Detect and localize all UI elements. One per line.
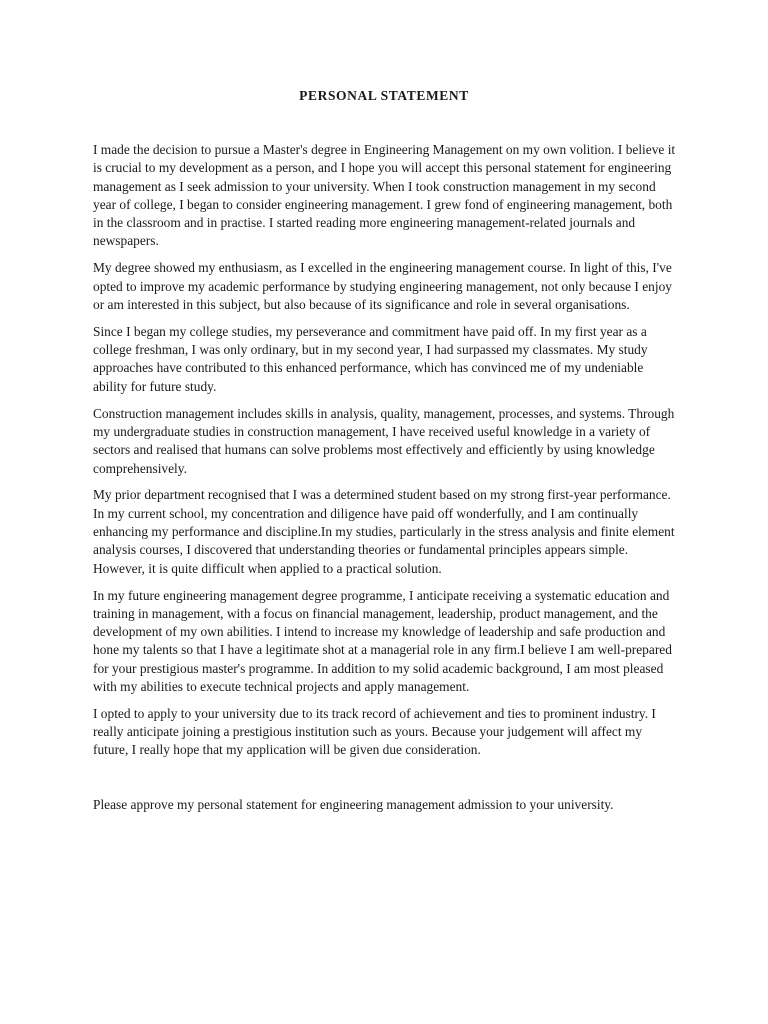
document-title: PERSONAL STATEMENT (299, 88, 469, 103)
paragraph-1: I made the decision to pursue a Master's degree in Engineering Management on my own volition. I believe it is crucial to my development as a person, and I hope you will accept this personal statement for engineering management as I seek admission to your university. When I took construction management in my second year of college, I began to consider engineering management. I grew fond of engineering management, both in the classroom and in practise. I started reading more engineering management-related journals and newspapers. (93, 142, 676, 249)
document-body (93, 141, 678, 823)
closing-paragraph: Please approve my personal statement for engineering management admission to your university. (93, 796, 614, 812)
paragraph-2: My degree showed my enthusiasm, as I excelled in the engineering management course. In light of this, I've opted to improve my academic performance by studying engineering management, not only because I enjoy or am interested in this subject, but also because of its significance and role in several organisations. (93, 260, 672, 312)
paragraph-7: I opted to apply to your university due to its track record of achievement and ties to prominent industry. I really anticipate joining a prestigious institution such as yours. Because your judgement will affect my future, I really hope that my application will be given due consideration. (93, 705, 656, 758)
paragraph-4: Construction management includes skills in analysis, quality, management, processes, and systems. Through my undergraduate studies in construction management, I have received useful knowledge in a variety of sectors and realised that humans can solve problems most effectively and efficiently by using knowledge comprehensively. (93, 405, 675, 476)
paragraph-3: Since I began my college studies, my perseverance and commitment have paid off. In my first year as a college freshman, I was only ordinary, but in my second year, I had surpassed my classmates. My study approaches have contributed to this enhanced performance, which has convinced me of my undeniable ability for future study. (93, 323, 648, 394)
paragraph-5: My prior department recognised that I was a determined student based on my strong first-year performance. In my current school, my concentration and diligence have paid off wonderfully, and I am continually enhancing my performance and discipline.In my studies, particularly in the stress analysis and finite element analysis courses, I discovered that understanding theories or fundamental principles appears simple. However, it is quite difficult when applied to a practical solution. (93, 487, 675, 576)
paragraph-6: In my future engineering management degree programme, I anticipate receiving a systematic education and training in management, with a focus on financial management, leadership, product management, and the development of my own abilities. I intend to increase my knowledge of leadership and safe production and hone my talents so that I have a legitimate shot at a managerial role in any firm.I believe I am well-prepared for your prestigious master's programme. In addition to my solid academic background, I am most pleased with my abilities to execute technical projects and apply management. (93, 587, 672, 694)
